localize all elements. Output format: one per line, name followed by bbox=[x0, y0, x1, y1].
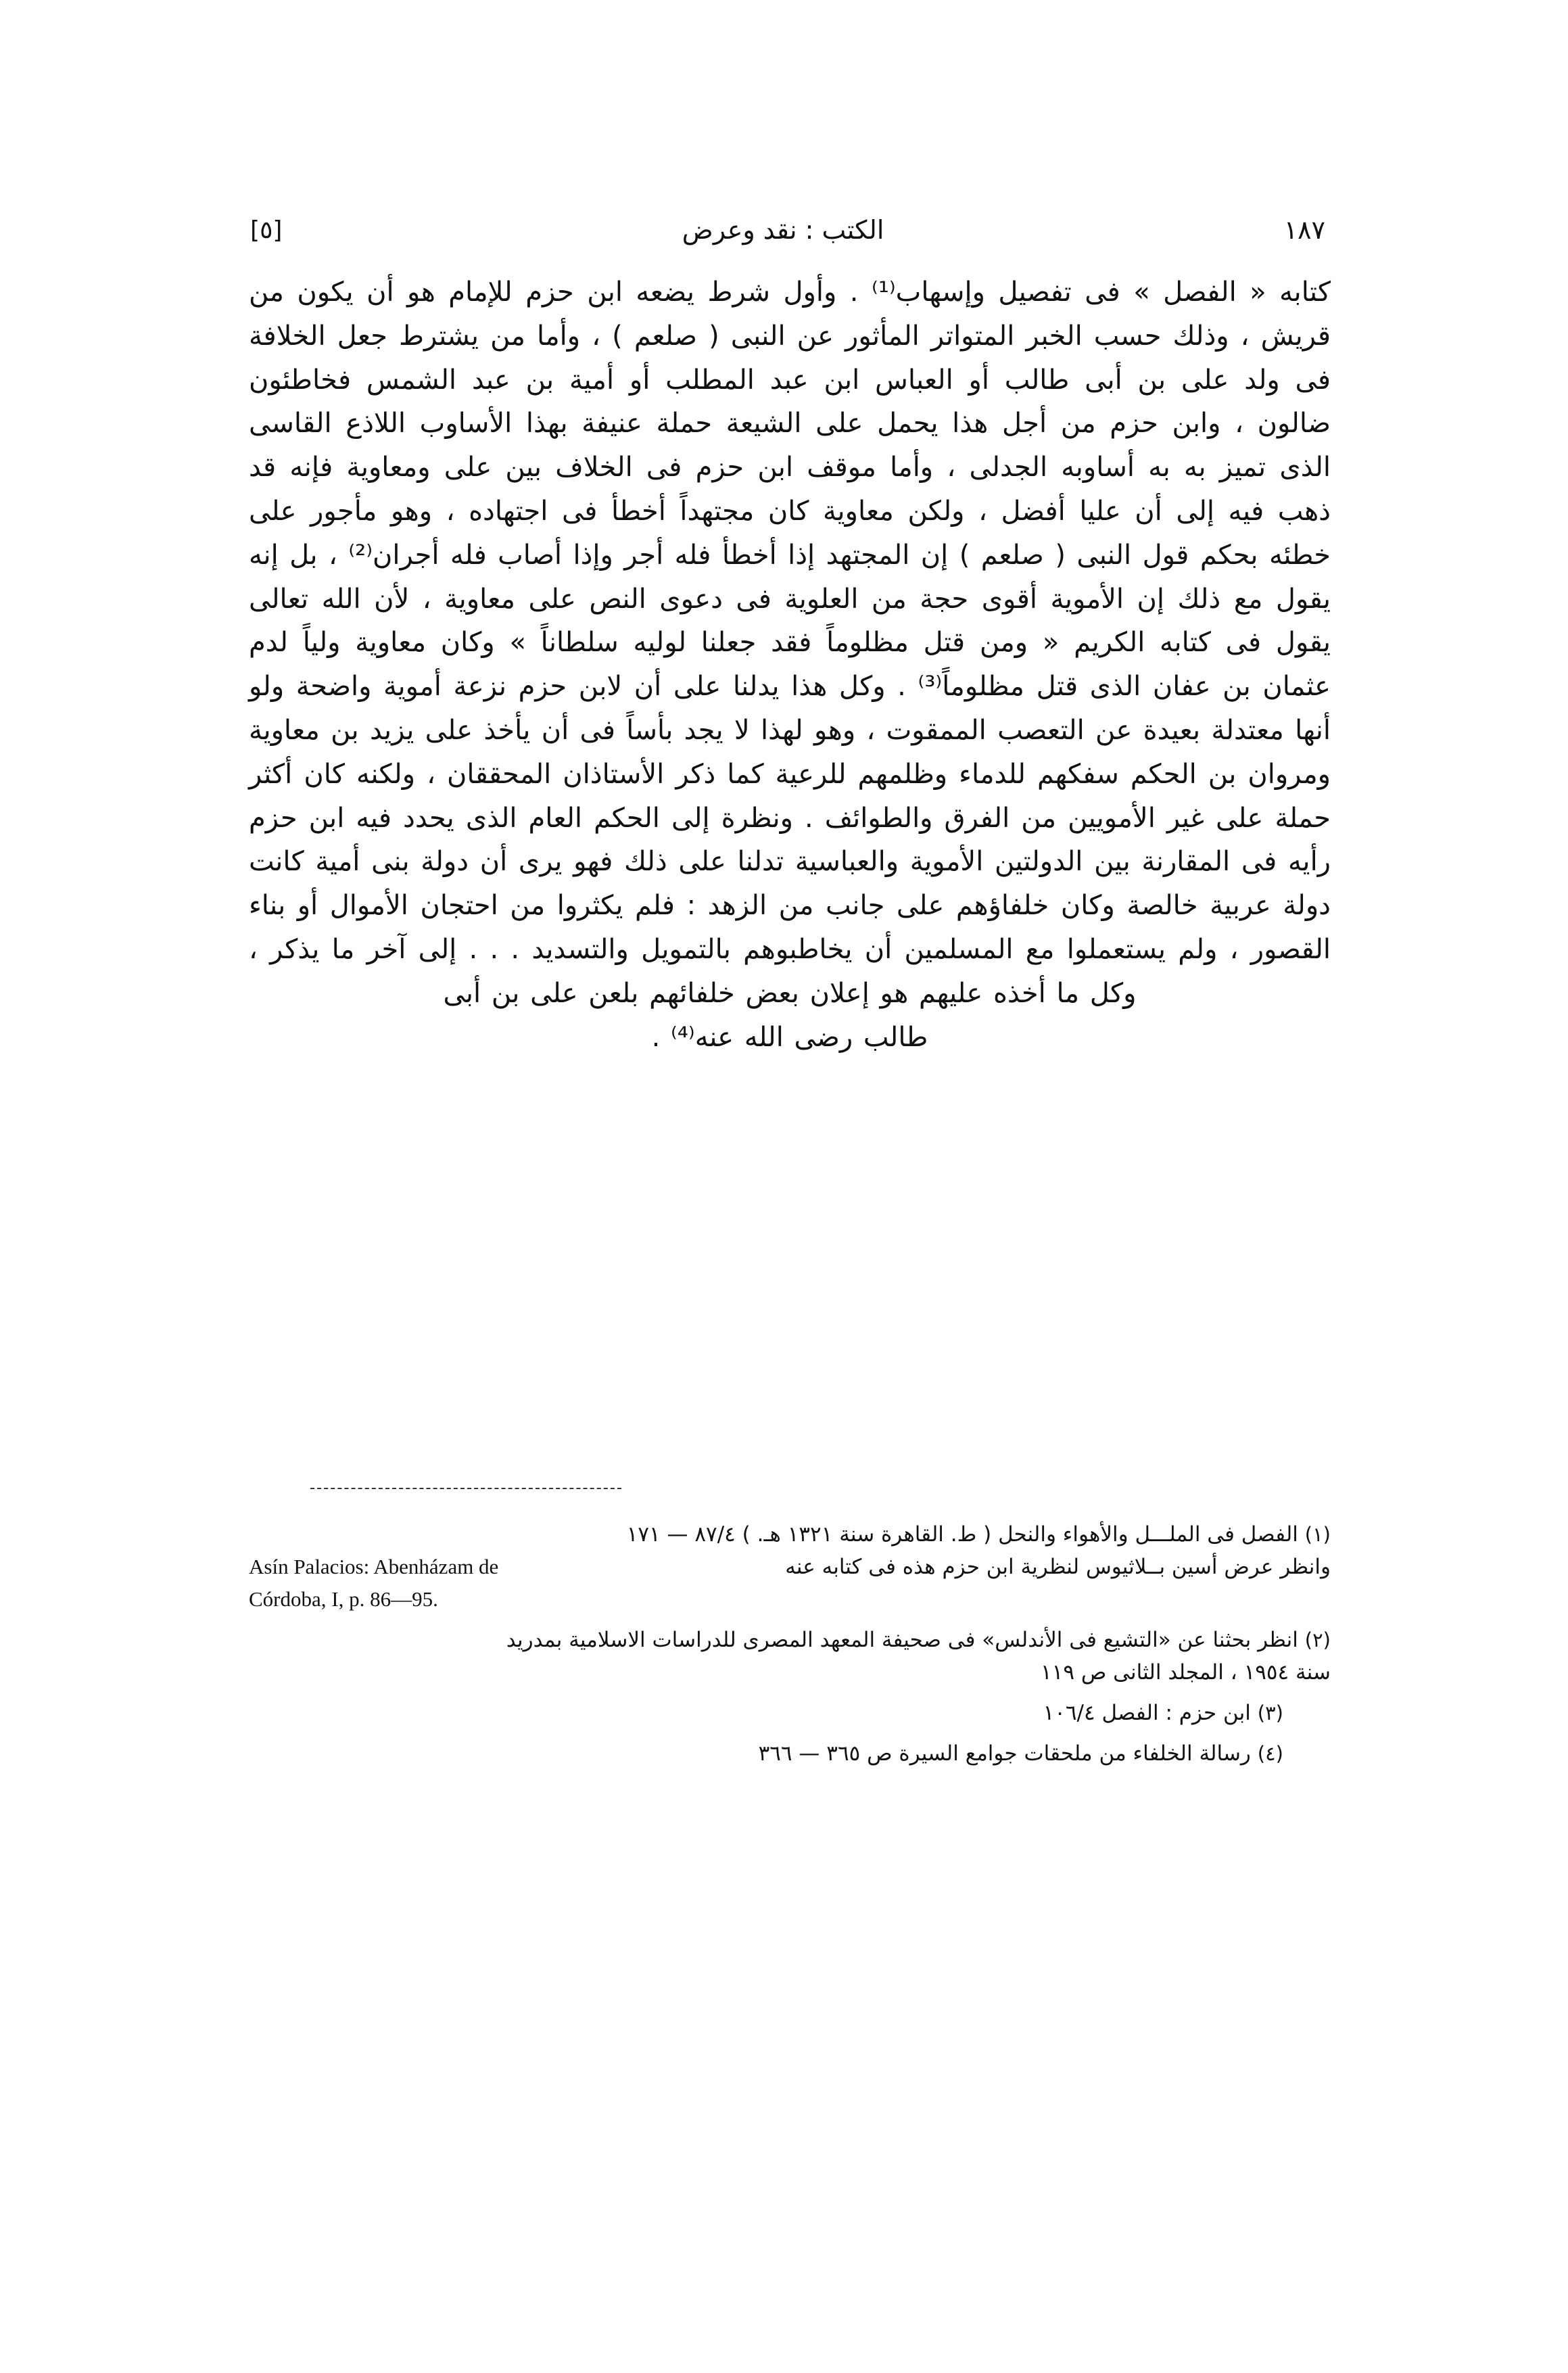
footnote-1-marker: (١) bbox=[1304, 1523, 1331, 1546]
running-title: الكتب : نقد وعرض bbox=[682, 215, 884, 245]
body-text bbox=[249, 271, 1331, 1059]
footnote-3-line1: ابن حزم : الفصل ١٠٦/٤ bbox=[1043, 1701, 1251, 1726]
footnote-1-latin-a: Asín Palacios: Abenházam de bbox=[249, 1555, 499, 1579]
footnotes-section bbox=[249, 1518, 1331, 1778]
footnote-2 bbox=[249, 1624, 1331, 1689]
footnote-4-line1: رسالة الخلفاء من ملحقات جوامع السيرة ص ٣٦٥ — ٣٦٦ bbox=[758, 1741, 1251, 1766]
footnote-2-line1: انظر بحثنا عن «التشيع فى الأندلس» فى صحيفة المعهد المصرى للدراسات الاسلامية بمدريد bbox=[506, 1628, 1298, 1653]
footnote-1-latin-b: Córdoba, I, p. 86—95. bbox=[249, 1587, 438, 1612]
footnote-4-marker: (٤) bbox=[1257, 1742, 1283, 1766]
footnote-2-line2: سنة ١٩٥٤ ، المجلد الثانى ص ١١٩ bbox=[1041, 1660, 1331, 1685]
footnote-4 bbox=[249, 1737, 1331, 1770]
footnote-1-line2 bbox=[249, 1551, 1331, 1583]
footnote-separator bbox=[310, 1488, 621, 1489]
page-header bbox=[250, 210, 1325, 250]
page-number: ١٨٧ bbox=[1283, 215, 1325, 245]
footnote-3 bbox=[249, 1697, 1331, 1729]
footnote-3-marker: (٣) bbox=[1257, 1701, 1283, 1725]
footnote-1-line1: الفصل فى الملـــل والأهواء والنحل ( ط. القاهرة سنة ١٣٢١ هـ. ) ٨٧/٤ — ١٧١ bbox=[626, 1522, 1298, 1547]
main-paragraph: كتابه « الفصل » فى تفصيل وإسهاب⁽¹⁾ . وأول شرط يضعه ابن حزم للإمام هو أن يكون من قريش ، وذلك حسب الخبر المتواتر المأثور عن النبى ( صلعم ) ، وأما من يشترط جعل الخلافة فى ولد على بن أبى طالب أو العباس ابن عبد المطلب أو أمية بن عبد الشمس فخاطئون ضالون ، وابن حزم من أجل هذا يحمل على الشيعة حملة عنيفة بهذا الأساوب اللاذع القاسى الذى تميز به به أساوبه الجدلى ، وأما موقف ابن حزم فى الخلاف بين على ومعاوية فإنه قد ذهب فيه إلى أن عليا أفضل ، ولكن معاوية كان مجتهداً أخطأ فى اجتهاده ، وهو مأجور على خطئه بحكم قول النبى ( صلعم ) إن المجتهد إذا أخطأ فله أجر وإذا أصاب فله أجران⁽²⁾ ، بل إنه يقول مع ذلك إن الأموية أقوى حجة من العلوية فى دعوى النص على معاوية ، لأن الله تعالى يقول فى كتابه الكريم « ومن قتل مظلوماً فقد جعلنا لوليه سلطاناً » وكان معاوية ولياً لدم عثمان بن عفان الذى قتل مظلوماً⁽³⁾ . وكل هذا يدلنا على أن لابن حزم نزعة أموية واضحة ولو أنها معتدلة بعيدة عن التعصب الممقوت ، وهو لهذا لا يجد بأساً فى أن يأخذ على يزيد بن معاوية ومروان بن الحكم سفكهم للدماء وظلمهم للرعية كما ذكر الأستاذان المحققان ، ولكنه كان أكثر حملة على غير الأمويين من الفرق والطوائف . ونظرة إلى الحكم العام الذى يحدد فيه ابن حزم رأيه فى المقارنة بين الدولتين الأموية والعباسية تدلنا على ذلك فهو يرى أن دولة بنى أمية كانت دولة عربية خالصة وكان خلفاؤهم على جانب من الزهد : فلم يكثروا من احتجان الأموال أو بناء القصور ، ولم يستعملوا مع المسلمين أن يخاطبوهم بالتمويل والتسديد . . . إلى آخر ما يذكر ، وكل ما أخذه عليهم هو إعلان بعض خلفائهم بلعن على بن أبى bbox=[249, 277, 1331, 1009]
bracket-number: [٥] bbox=[250, 216, 283, 244]
footnote-2-marker: (٢) bbox=[1304, 1628, 1331, 1652]
footnote-1 bbox=[249, 1518, 1331, 1616]
footnote-1-arabic-a: وانظر عرض أسين بــلاثيوس لنظرية ابن حزم هذه فى كتابه عنه bbox=[785, 1555, 1331, 1580]
paragraph-last-line: طالب رضى الله عنه⁽⁴⁾ . bbox=[651, 1021, 928, 1053]
